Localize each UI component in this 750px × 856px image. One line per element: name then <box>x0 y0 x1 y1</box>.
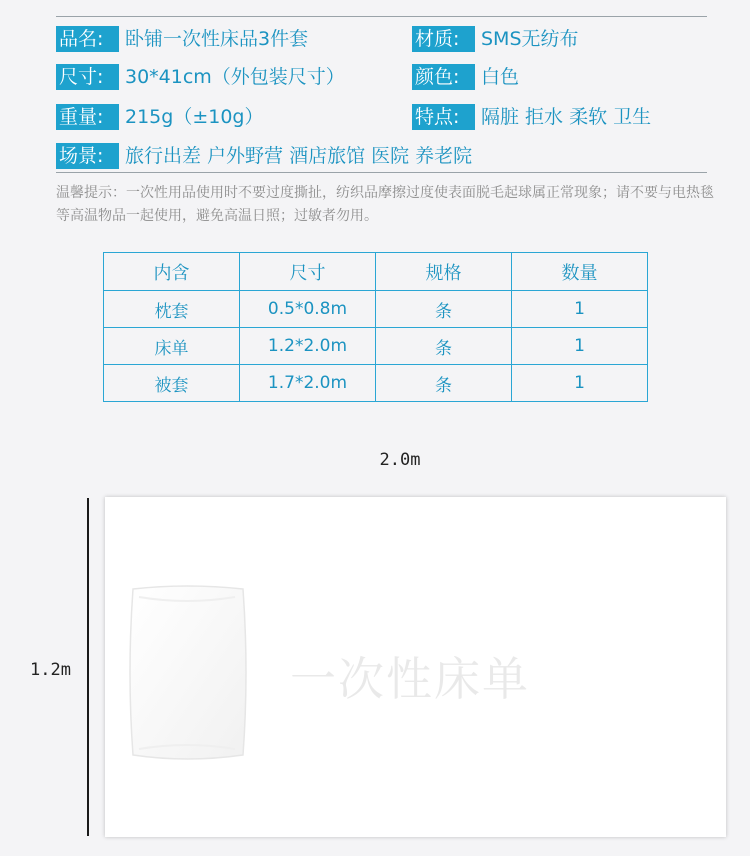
table-header-cell: 数量 <box>512 253 648 291</box>
spec-value-material: SMS无纺布 <box>481 28 579 50</box>
table-header-cell: 内含 <box>104 253 240 291</box>
spec-value-features: 隔脏 拒水 柔软 卫生 <box>481 106 652 128</box>
spec-key-features: 特点: <box>412 104 475 130</box>
table-cell: 条 <box>376 291 512 328</box>
contents-table <box>103 252 648 402</box>
spec-key-weight: 重量: <box>56 104 119 130</box>
spec-value-color: 白色 <box>481 66 520 88</box>
height-dimension-line <box>87 498 89 836</box>
divider-line <box>56 172 707 173</box>
table-row <box>104 291 648 328</box>
table-header-cell: 规格 <box>376 253 512 291</box>
notice-text: 温馨提示：一次性用品使用时不要过度撕扯，纺织品摩擦过度使表面脱毛起球属正常现象；请不要与电热毯等高温物品一起使用，避免高温日照；过敏者勿用。 <box>56 185 714 224</box>
table-cell: 枕套 <box>104 291 240 328</box>
table-header-cell: 尺寸 <box>240 253 376 291</box>
table-header-row <box>104 253 648 291</box>
table-cell: 床单 <box>104 328 240 365</box>
spec-value-name: 卧铺一次性床品3件套 <box>125 28 309 50</box>
table-cell: 条 <box>376 365 512 402</box>
table-cell: 1.7*2.0m <box>240 365 376 402</box>
table-row <box>104 328 648 365</box>
table-cell: 1 <box>512 291 648 328</box>
table-cell: 0.5*0.8m <box>240 291 376 328</box>
spec-key-name: 品名: <box>56 26 119 52</box>
height-dimension-label: 1.2m <box>30 660 71 680</box>
table-cell: 1 <box>512 328 648 365</box>
width-dimension-label: 2.0m <box>379 450 421 470</box>
spec-key-color: 颜色: <box>412 64 475 90</box>
table-row <box>104 365 648 402</box>
table-cell: 1.2*2.0m <box>240 328 376 365</box>
pillow-image <box>125 583 250 763</box>
spec-key-size: 尺寸: <box>56 64 119 90</box>
spec-value-weight: 215g（±10g） <box>125 106 264 128</box>
bed-sheet-illustration <box>105 497 726 837</box>
spec-key-scenes: 场景: <box>56 143 119 169</box>
table-cell: 条 <box>376 328 512 365</box>
sheet-watermark-label: 一次性床单 <box>290 652 530 706</box>
table-cell: 1 <box>512 365 648 402</box>
spec-value-scenes: 旅行出差 户外野营 酒店旅馆 医院 养老院 <box>125 145 473 167</box>
spec-value-size: 30*41cm（外包装尺寸） <box>125 66 345 88</box>
spec-key-material: 材质: <box>412 26 475 52</box>
divider-line <box>56 16 707 17</box>
table-cell: 被套 <box>104 365 240 402</box>
